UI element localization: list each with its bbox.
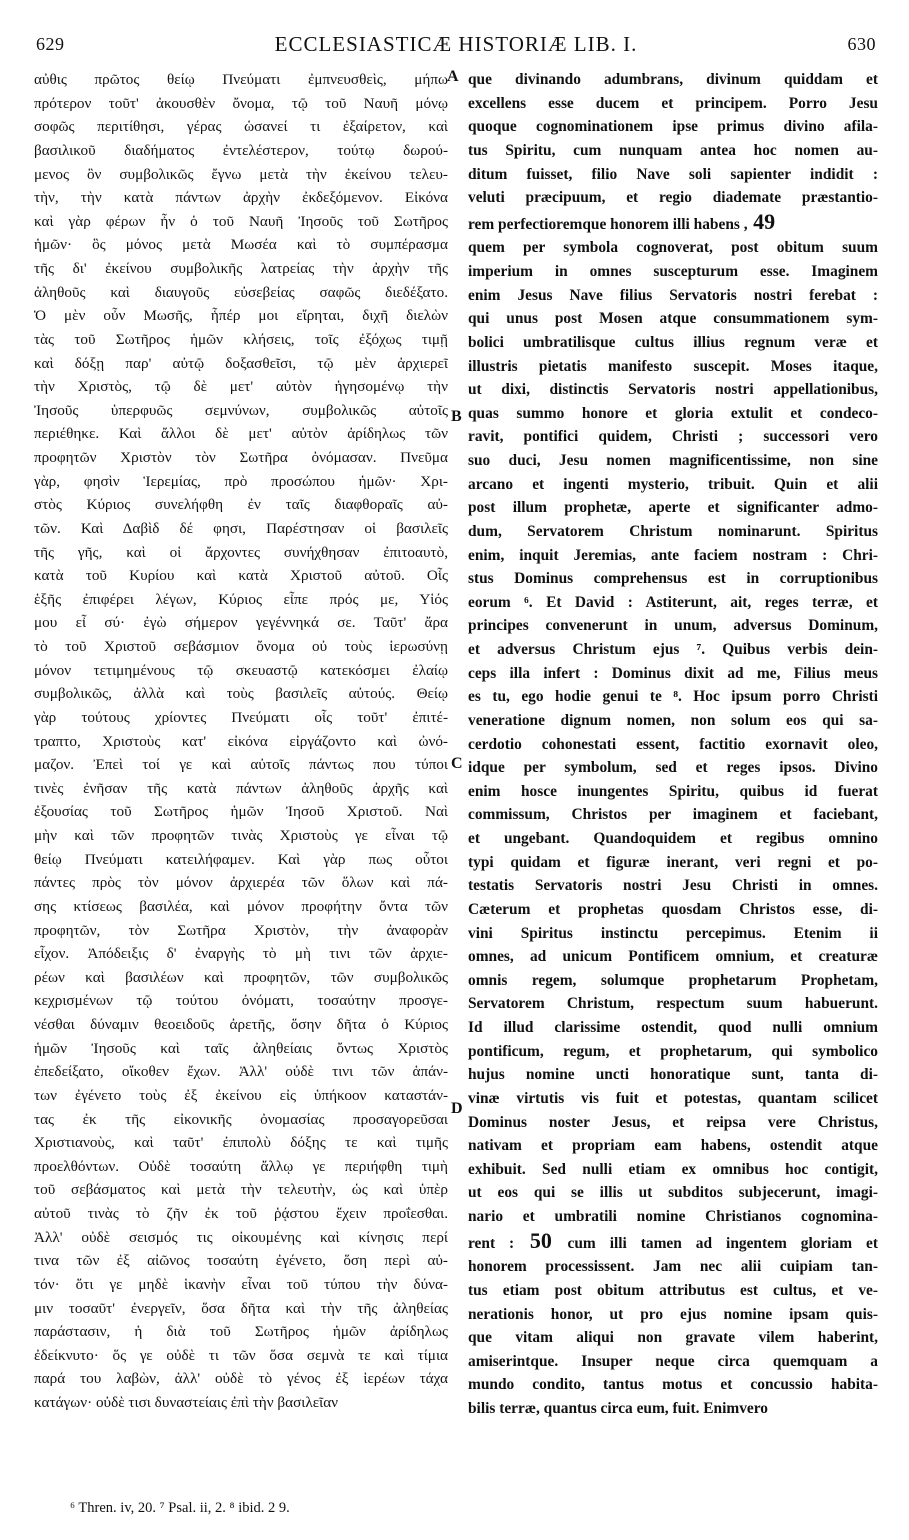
latin-text-line: ravit, pontifici quidem, Christi ; successori vero — [468, 428, 878, 446]
section-marker-b: B — [451, 408, 462, 425]
latin-text-line: suo duci, Jesu nomen magnificentissime, non sine — [468, 452, 878, 469]
greek-text-line: παράστασιν, ἡ διὰ τοῦ Σωτῆρος ἡμῶν ἀρίδηλως — [34, 1323, 448, 1341]
greek-text-line: τὴν, τὴν κατὰ πάντων ἀρχὴν ἐκδεξόμενον. Εἰκόνα — [34, 189, 448, 207]
latin-text-line: arcano et ingenti mysterio, tribuit. Quin et alii — [468, 475, 878, 493]
greek-text-line: παρά του λαβὼν, ἀλλ' οὐδὲ τὸ γένος ἐξ ἱερέων τάχα — [34, 1370, 448, 1388]
greek-text-line: εἶχον. Ἀπόδειξις δ' ἐναργὴς τὸ μὴ τινι τῶν ἀρχιε- — [34, 945, 448, 963]
greek-text-line: τινα τῶν ἐξ αἰῶνος τοσαύτη ἐγένετο, ὅση περὶ αὐ- — [34, 1252, 448, 1270]
latin-text-line: excellens esse ducem et principem. Porro Jesu — [468, 94, 878, 112]
greek-text-line: Ἀλλ' οὐδὲ σεισμός τις οἰκουμένης καὶ κίνησις περί — [34, 1228, 448, 1246]
greek-text-line: ἐδείκνυτο· ὅς γε οὐδὲ τι τῶν ὅσα σεμνὰ τε καὶ τίμια — [34, 1346, 448, 1364]
latin-text-line: exhibuit. Sed nulli etiam ex omnibus hoc contigit, — [468, 1160, 878, 1178]
page-mark-50: 50 — [514, 1228, 568, 1253]
latin-text-line: pontificum, regum, et prophetarum, qui symbolico — [468, 1042, 878, 1060]
latin-text-line: typi quidam et figuræ inerant, veri regni et po- — [468, 853, 878, 871]
greek-text-line: τὴν Χριστὸς, τῷ δὲ μετ' αὐτὸν ἡγησομένῳ τὴν — [34, 378, 448, 396]
greek-text-line: μὴν καὶ τῶν προφητῶν τινὰς Χριστοὺς γε εἶναι τῷ — [34, 827, 448, 844]
greek-text-line: Ἰησοῦς ὑπερφυῶς σεμνύνων, συμβολικῶς αὐτοῖς — [34, 401, 448, 419]
greek-text-line: κατάγων· οὐδὲ τισι δυναστείαις ἐπὶ τὴν βασιλεῖαν — [34, 1394, 339, 1411]
latin-text-line: cerdotio cohonestati essent, factitio exornavit oleo, — [468, 735, 878, 753]
latin-text-line: vinæ virtutis vis fuit et potestas, quantam scilicet — [468, 1089, 878, 1107]
latin-text-line: que divinando adumbrans, divinum quiddam et — [468, 71, 878, 88]
latin-text-line: ut dixi, distinctis Servatoris nostri appellationibus, — [468, 381, 878, 399]
latin-text-line: tus Spiritu, cum nunquam antea hoc nomen au- — [468, 141, 878, 159]
latin-text-line: vini Spiritus instinctu percepimus. Etenim ii — [468, 924, 878, 942]
greek-text-line: καὶ γὰρ φέρων ἦν ὁ τοῦ Ναυῆ Ἰησοῦς τοῦ Σωτῆρος — [34, 212, 448, 230]
latin-text-line: ut eos qui se illis ut subditos subjecerunt, imagi- — [468, 1184, 878, 1202]
greek-text-line: σοφῶς περιτίθησι, γέρας ὡσανεί τι ἐξαίρετον, καὶ — [34, 118, 448, 136]
greek-text-line: Χριστιανοὺς, καὶ ταῦτ' ἐπιπολὺ δόξης τε καὶ τιμῆς — [34, 1134, 448, 1152]
latin-text-line: quas summo honore et gloria extulit et condeco- — [468, 404, 878, 422]
latin-text-line: ceps illa infert : Dominus dixit ad me, Filius meus — [468, 664, 878, 682]
greek-text-line: ἑξῆς ἐπιφέρει λέγων, Κύριος εἶπε πρός με, Υἱός — [34, 590, 448, 608]
greek-text-line: γὰρ, φησὶν Ἱερεμίας, πρὸ προσώπου ἡμῶν· Χρι- — [34, 472, 448, 490]
latin-text-line: nario et umbratili nomine Christianos cognomina- — [468, 1208, 878, 1225]
latin-text-line: omnis regem, solumque prophetarum Prophetam, — [468, 971, 878, 989]
latin-text-line: quoque cognominationem ipse primus divino afila- — [468, 118, 878, 136]
page-mark-49: 49 — [747, 209, 776, 234]
greek-text-line: τραπτο, Χριστοὺς κατ' εἰκόνα εἰργάζοντο καὶ ὠνό- — [34, 732, 448, 750]
greek-text-line: κατὰ τοῦ Κυρίου καὶ κατὰ Χριστοῦ αὐτοῦ. Οἷς — [34, 567, 448, 585]
latin-text-line: honorem processissent. Jam nec alii cuipiam tan- — [468, 1258, 878, 1276]
greek-text-line: τὸ τοῦ Χριστοῦ σεβάσμιον ὄνομα οὐ τοὺς ἱερωσύνῃ — [34, 638, 448, 655]
greek-text-line: συμβολικῶς, ἀλλὰ καὶ τοὺς βασιλεῖς αὐτούς. Θείῳ — [34, 685, 448, 703]
latin-text-line: bilis terræ, quantus circa eum, fuit. Enimvero — [468, 1400, 768, 1417]
latin-text-line: tus etiam post obitum attributus est cultus, et ve- — [468, 1281, 878, 1299]
greek-text-line: μου εἶ σύ· ἐγὼ σήμερον γεγέννηκά σε. Ταῦτ' ἄρα — [34, 614, 448, 632]
greek-text-line: ἀληθοῦς καὶ διαυγοῦς εὐσεβείας σαφῶς διεδέξατο. — [34, 283, 448, 301]
greek-text-line: ἐξουσίας τοῦ Σωτῆρος ἡμῶν Ἰησοῦ Χριστοῦ. Ναὶ — [34, 803, 448, 821]
latin-text-line: Id illud clarissime ostendit, quod nulli omnium — [468, 1019, 878, 1036]
running-title: ECCLESIASTICÆ HISTORIÆ LIB. I. — [274, 32, 638, 56]
greek-text-line: γὰρ τούτους χρίοντες Πνεύματι οἷς τοῦτ' ἐπιτέ- — [34, 708, 448, 726]
greek-text-line: μόνον τετιμημένους τῷ σκευαστῷ κατεκόσμει ἐλαίῳ — [34, 661, 448, 679]
greek-text-line: ρέων καὶ βασιλέων καὶ προφητῶν, τῶν συμβολικῶς — [34, 968, 448, 986]
greek-text-line: τινὲς ἐνῆσαν τῆς κατὰ πάντων ἀληθοῦς ἀρχῆς καὶ — [34, 779, 448, 797]
latin-text-line: enim hosce inungentes Spiritu, quibus id fuerat — [468, 782, 878, 800]
latin-text-line: venerationе dignum nomen, non solum eos qui sa- — [468, 711, 878, 729]
latin-text-line: veluti præcipuum, et regio diademate præstantio- — [468, 189, 878, 207]
latin-text-line: et adversus Christum ejus ⁷. Quibus verbis dein- — [468, 641, 878, 658]
page-number-right: 630 — [847, 34, 876, 54]
greek-text-line: νέσθαι δύναμιν θεοειδοῦς ἀρετῆς, ὅσην δῆτα ὁ Κύριος — [34, 1016, 448, 1033]
greek-text-line: καὶ δόξῃ παρ' αὐτῷ δοξασθεῖσι, τῷ μὲν ἀρχιερεῖ — [34, 354, 448, 372]
latin-text-line: commissum, Christos per imaginem et faciebant, — [468, 806, 878, 824]
greek-text-line: κεχρισμένων τῷ τούτου ὀνόματι, τοσαύτην προσγε- — [34, 992, 448, 1010]
latin-text-line: amiserintque. Insuper neque circa quemquam a — [468, 1352, 878, 1370]
latin-text-line: nerationis honor, ut pro ejus nomine ipsam quis- — [468, 1305, 878, 1323]
greek-text-line: τῆς γῆς, καὶ οἱ ἄρχοντες συνήχθησαν ἐπιτοαυτὸ, — [34, 543, 448, 561]
latin-text-line: imperium in omnes suscepturum esse. Imaginem — [468, 263, 878, 280]
greek-text-line: ἡμῶν Ἰησοῦς καὶ ταῖς ἀληθείαις ὄντως Χριστὸς — [34, 1039, 448, 1057]
latin-text-line: que vitam aliqui non gravate vilem haberint, — [468, 1329, 878, 1347]
latin-text-line: ditum fuisset, filio Nave soli sapienter indidit : — [468, 165, 878, 183]
greek-text-line: μενος ὃν συμβολικῶς ἔγνω μετὰ τὴν ἐκείνου τελευ- — [34, 165, 448, 183]
greek-text-line: πρότερον τοῦτ' ἀκουσθὲν ὄνομα, τῷ τοῦ Ναυῆ μόνῳ — [34, 94, 448, 112]
greek-text-line: μιν τοσαῦτ' ἐνεργεῖν, ὅσα δῆτα καὶ τὴν τῆς ἀληθείας — [34, 1299, 448, 1317]
latin-text-line: nativam et propriam eam habens, ostendit atque — [468, 1137, 878, 1155]
latin-text-line: post illum prophetæ, aperte et significanter admo- — [468, 499, 878, 517]
greek-text-line: αὐθις πρῶτος θείῳ Πνεύματι ἐμπνευσθεὶς, μήπω — [34, 71, 448, 88]
section-marker-d: D — [451, 1100, 463, 1117]
greek-text-line: σης κτίσεως βασιλέα, καὶ μόνον προφήτην ὄντα τῶν — [34, 897, 448, 915]
latin-text-line: bolici umbratilisque cultus illius regnum veræ et — [468, 333, 878, 351]
latin-text-line: omnes, ad unicum Pontificem omnium, et creaturæ — [468, 948, 878, 966]
latin-text-line-tail: cum illi tamen ad ingentem gloriam et — [567, 1234, 878, 1252]
greek-text-line: μαζον. Ἐπεὶ τοί γε καὶ αὐτοῖς πάντως που τύποι — [34, 756, 448, 774]
latin-text-line: testatis Servatoris nostri Jesu Christi in omnes. — [468, 877, 878, 895]
greek-text-line: τῆς δι' ἐκείνου συμβολικῆς λατρείας τὴν ἀρχὴν τῆς — [34, 260, 448, 277]
greek-text-column — [34, 68, 448, 1415]
latin-text-line: qui unus post Mosen atque consummationem sym- — [468, 310, 878, 328]
latin-text-line: illustris pietatis manifesto suscepit. Moses itaque, — [468, 357, 878, 375]
page-number-left: 629 — [36, 34, 65, 54]
section-marker-a: A — [447, 68, 459, 85]
greek-text-line: προελθόντων. Οὐδὲ τοσαύτη ἄλλῳ γε περιήφθη τιμὴ — [34, 1157, 448, 1175]
latin-text-line: principes convenerunt in unum, adversus Dominum, — [468, 617, 878, 635]
page-header — [36, 28, 876, 56]
greek-text-line: περιέθηκε. Καὶ ἄλλοι δὲ μετ' αὐτὸν ἀρίδηλως τῶν — [34, 425, 448, 443]
greek-text-line: Ὁ μὲν οὖν Μωσῆς, ἧπέρ μοι εἴρηται, διχῆ διελὼν — [34, 307, 448, 325]
greek-text-line: τὰς τοῦ Σωτῆρος ἡμῶν κλήσεις, τοῖς ἐξόχως τιμῇ — [34, 330, 448, 348]
latin-text-line: quem per symbola cognoverat, post obitum suum — [468, 239, 878, 257]
latin-text-line: rem perfectioremque honorem illi habens , 49 — [468, 209, 776, 234]
greek-text-line: των ἐγένετο τοὺς ἐξ ἐκείνου εἰς ὑπήκοον καταστάν- — [34, 1086, 448, 1104]
latin-text-line: enim, inquit Jeremias, ante faciem nostram : Chri- — [468, 546, 878, 564]
latin-text-line: et ungebant. Quandoquidem et regibus omnino — [468, 830, 878, 847]
greek-text-line: βασιλικοῦ διαδήματος ἐντελέστερον, τούτῳ δωρού- — [34, 141, 448, 159]
greek-text-line: αὐτοῦ τινὰς τὸ ζῆν ἐκ τοῦ ῥᾴστου ἔχειν προΐεσθαι. — [34, 1205, 448, 1222]
latin-text-line: es tu, ego hodie genui te ⁸. Hoc ipsum porro Christi — [468, 688, 878, 706]
latin-text-line: idque per symbolum, sed et reges ipsos. Divino — [468, 759, 878, 777]
latin-text-line: enim Jesus Nave filius Servatoris nostri ferebat : — [468, 286, 878, 304]
section-marker-c: C — [451, 755, 463, 772]
greek-text-line: προφητῶν, τὸν Σωτῆρα Χριστὸν, τὴν ἀναφορὰν — [34, 921, 448, 939]
latin-text-line: rent : 50 cum illi tamen ad ingentem gloriam et — [468, 1228, 878, 1253]
latin-text-line: Cæterum et prophetas quosdam Christos esse, di- — [468, 900, 878, 918]
greek-text-line: τας ἐκ τῆς εἰκονικῆς ὀνομασίας προσαγορεῦσαι — [34, 1110, 448, 1128]
greek-text-line: πάντες πρὸς τὸν μόνον ἀρχιερέα τῶν ὅλων καὶ πά- — [34, 874, 448, 892]
latin-text-line: mundo condito, tantus motus et concussio habita- — [468, 1376, 878, 1394]
greek-text-line: τοῦ σεβάσματος καὶ μετὰ τὴν τελευτὴν, ὡς καὶ ὑπὲρ — [34, 1181, 448, 1199]
greek-text-line: στὸς Κύριος συνελήφθη ἐν ταῖς διαφθοραῖς αὐ- — [34, 496, 448, 514]
latin-text-column — [468, 68, 878, 1421]
latin-text-line: Servatorem Christum, respectum suum habuerunt. — [468, 995, 878, 1013]
latin-text-line: dum, Servatorem Christum nominarunt. Spiritus — [468, 522, 878, 540]
greek-text-line: θείῳ Πνεύματι κατειλήφαμεν. Καὶ γὰρ πως οὗτοι — [34, 850, 448, 868]
greek-text-line: τῶν. Καὶ Δαβὶδ δέ φησι, Παρέστησαν οἱ βασιλεῖς — [34, 519, 448, 537]
greek-text-line: ἡμῶν· ὃς μόνος μετὰ Μωσέα καὶ τὸ συμπέρασμα — [34, 236, 448, 254]
footnotes: ⁶ Thren. iv, 20. ⁷ Psal. ii, 2. ⁸ ibid. 2 9. — [70, 1500, 290, 1516]
latin-text-line: stus Dominus comprehensus est in corruptionibus — [468, 570, 878, 588]
latin-text-line: eorum ⁶. Et David : Astiterunt, ait, reges terræ, et — [468, 593, 878, 611]
greek-text-line: προφητῶν Χριστὸν τὸν Σωτῆρα ὀνόμασαν. Πνεῦμα — [34, 449, 448, 466]
greek-text-line: ἐπεδείξατο, οἴκοθεν ἔχων. Ἀλλ' οὐδὲ τινι τῶν ἁπάν- — [34, 1063, 448, 1081]
greek-text-line: τόν· ὅτι γε μηδὲ ἱκανὴν εἶναι τοῦ τύπου τὴν δύνα- — [34, 1275, 448, 1293]
latin-text-line: Dominus noster Jesus, et reipsa vere Christus, — [468, 1113, 878, 1131]
latin-text-line: hujus nomine uncti honoratique sunt, tanta di- — [468, 1066, 878, 1084]
